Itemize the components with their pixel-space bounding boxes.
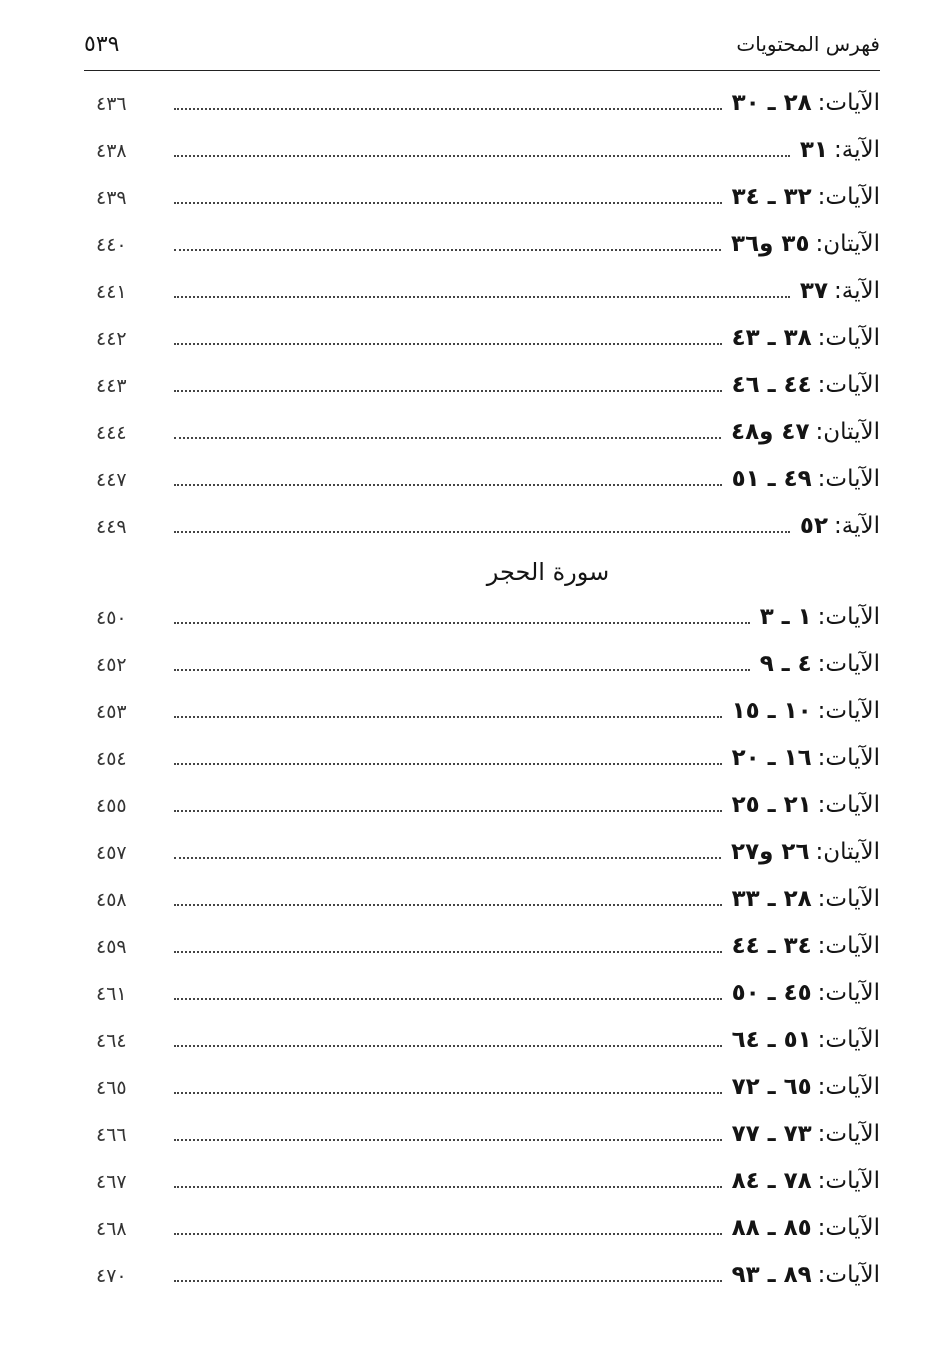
verse-range: ٦٥ ـ ٧٢: [731, 1074, 812, 1100]
verse-label: الآيات:: [817, 90, 880, 116]
verse-label: الآيات:: [817, 886, 880, 912]
entry-page-number: ٤٥٤: [96, 748, 127, 770]
toc-entry: [96, 641, 880, 688]
running-title: فهرس المحتويات: [736, 32, 880, 56]
dot-leader: [174, 622, 750, 624]
toc-entry: [96, 268, 880, 315]
verse-label: الآيات:: [817, 1215, 880, 1241]
entry-label: [722, 1252, 880, 1299]
toc-entry: [96, 782, 880, 829]
verse-range: ٢٦ و٢٧: [731, 839, 810, 865]
verse-range: ٣٤ ـ ٤٤: [731, 933, 812, 959]
page-header: [84, 30, 880, 64]
verse-range: ٧٨ ـ ٨٤: [731, 1168, 812, 1194]
entry-label: [722, 876, 880, 923]
dot-leader: [174, 437, 721, 439]
toc-entry: [96, 456, 880, 503]
entry-page-number: ٤٥٩: [96, 936, 127, 958]
entry-page-number: ٤٤٤: [96, 422, 127, 444]
entry-page-number: ٤٦١: [96, 983, 127, 1005]
verse-range: ٢٨ ـ ٣٣: [731, 886, 812, 912]
toc-entry: [96, 970, 880, 1017]
verse-range: ٤ ـ ٩: [759, 651, 812, 677]
dot-leader: [174, 249, 721, 251]
verse-range: ١٠ ـ ١٥: [731, 698, 812, 724]
verse-label: الآيات:: [817, 1027, 880, 1053]
entry-page-number: ٤٤٧: [96, 469, 127, 491]
verse-label: الآيات:: [817, 933, 880, 959]
entry-label: [721, 221, 880, 268]
verse-range: ١ ـ ٣: [759, 604, 812, 630]
toc-entry: [96, 1252, 880, 1299]
entry-label: [721, 829, 880, 876]
verse-label: الآيات:: [817, 372, 880, 398]
entry-label: [722, 735, 880, 782]
entry-page-number: ٤٣٩: [96, 187, 127, 209]
toc-entry: [96, 1064, 880, 1111]
entry-page-number: ٤٥٠: [96, 607, 127, 629]
dot-leader: [174, 390, 722, 392]
toc-entry: [96, 1205, 880, 1252]
entry-page-number: ٤٣٦: [96, 93, 127, 115]
entry-page-number: ٤٥٣: [96, 701, 127, 723]
entry-label: [722, 1017, 880, 1064]
verse-range: ٣٥ و٣٦: [731, 231, 810, 257]
entry-page-number: ٤٤٩: [96, 516, 127, 538]
entry-label: [722, 1205, 880, 1252]
entry-label: [722, 456, 880, 503]
verse-label: الآيتان:: [815, 839, 880, 865]
toc-entry: [96, 1111, 880, 1158]
verse-range: ٤٥ ـ ٥٠: [731, 980, 812, 1006]
entry-label: [722, 1158, 880, 1205]
verse-label: الآيات:: [817, 1121, 880, 1147]
dot-leader: [174, 296, 790, 298]
entry-label: [722, 315, 880, 362]
entry-page-number: ٤٥٥: [96, 795, 127, 817]
toc-group-after: [96, 594, 880, 1299]
entry-page-number: ٤٥٨: [96, 889, 127, 911]
dot-leader: [174, 484, 722, 486]
toc-entry: [96, 174, 880, 221]
verse-label: الآية:: [834, 278, 880, 304]
verse-label: الآيات:: [817, 792, 880, 818]
dot-leader: [174, 531, 790, 533]
toc-entry: [96, 876, 880, 923]
header-rule: [84, 70, 880, 71]
entry-label: [721, 409, 880, 456]
verse-range: ١٦ ـ ٢٠: [731, 745, 812, 771]
toc-group-before: [96, 80, 880, 550]
entry-label: [722, 80, 880, 127]
toc-entry: [96, 80, 880, 127]
dot-leader: [174, 1233, 722, 1235]
verse-range: ٢٨ ـ ٣٠: [731, 90, 812, 116]
toc-entry: [96, 503, 880, 550]
toc-entry: [96, 829, 880, 876]
dot-leader: [174, 904, 722, 906]
toc-entry: [96, 688, 880, 735]
entry-label: [722, 1064, 880, 1111]
dot-leader: [174, 998, 722, 1000]
dot-leader: [174, 763, 722, 765]
toc-entry: [96, 362, 880, 409]
verse-label: الآية:: [834, 137, 880, 163]
verse-label: الآيات:: [817, 1262, 880, 1288]
table-of-contents: [96, 80, 880, 1299]
toc-entry: [96, 221, 880, 268]
toc-entry: [96, 127, 880, 174]
dot-leader: [174, 155, 790, 157]
entry-page-number: ٤٦٦: [96, 1124, 127, 1146]
entry-page-number: ٤٦٤: [96, 1030, 127, 1052]
entry-page-number: ٤٤٢: [96, 328, 127, 350]
section-heading: سورة الحجر: [486, 558, 610, 586]
verse-range: ٨٩ ـ ٩٣: [731, 1262, 812, 1288]
toc-entry: [96, 1017, 880, 1064]
dot-leader: [174, 951, 722, 953]
entry-label: [790, 268, 880, 315]
verse-label: الآية:: [834, 513, 880, 539]
verse-range: ٤٤ ـ ٤٦: [731, 372, 812, 398]
entry-page-number: ٤٤١: [96, 281, 127, 303]
verse-label: الآيات:: [817, 184, 880, 210]
entry-label: [722, 923, 880, 970]
toc-entry: [96, 1158, 880, 1205]
toc-entry: [96, 315, 880, 362]
entry-label: [722, 970, 880, 1017]
verse-label: الآيات:: [817, 651, 880, 677]
dot-leader: [174, 716, 722, 718]
verse-label: الآيات:: [817, 325, 880, 351]
dot-leader: [174, 669, 750, 671]
toc-entry: [96, 735, 880, 782]
dot-leader: [174, 343, 722, 345]
entry-page-number: ٤٥٢: [96, 654, 127, 676]
verse-label: الآيتان:: [815, 231, 880, 257]
entry-page-number: ٤٣٨: [96, 140, 127, 162]
verse-label: الآيات:: [817, 604, 880, 630]
entry-label: [790, 127, 880, 174]
entry-label: [722, 174, 880, 221]
entry-label: [790, 503, 880, 550]
entry-label: [722, 782, 880, 829]
entry-page-number: ٤٥٧: [96, 842, 127, 864]
verse-range: ٧٣ ـ ٧٧: [731, 1121, 812, 1147]
toc-entry: [96, 923, 880, 970]
verse-range: ٣٧: [799, 278, 828, 304]
entry-page-number: ٤٤٣: [96, 375, 127, 397]
verse-label: الآيات:: [817, 1074, 880, 1100]
verse-range: ٨٥ ـ ٨٨: [731, 1215, 812, 1241]
verse-range: ٣٨ ـ ٤٣: [731, 325, 812, 351]
verse-label: الآيات:: [817, 745, 880, 771]
entry-page-number: ٤٧٠: [96, 1265, 127, 1287]
verse-range: ٤٧ و٤٨: [731, 419, 810, 445]
dot-leader: [174, 810, 722, 812]
verse-label: الآيتان:: [815, 419, 880, 445]
verse-label: الآيات:: [817, 1168, 880, 1194]
toc-entry: [96, 594, 880, 641]
entry-label: [722, 362, 880, 409]
dot-leader: [174, 1186, 722, 1188]
dot-leader: [174, 1280, 722, 1282]
verse-range: ٣١: [799, 137, 828, 163]
verse-range: ٢١ ـ ٢٥: [731, 792, 812, 818]
verse-label: الآيات:: [817, 466, 880, 492]
entry-label: [750, 594, 880, 641]
dot-leader: [174, 108, 722, 110]
dot-leader: [174, 857, 721, 859]
verse-range: ٣٢ ـ ٣٤: [731, 184, 812, 210]
entry-label: [722, 688, 880, 735]
entry-page-number: ٤٦٧: [96, 1171, 127, 1193]
dot-leader: [174, 1139, 722, 1141]
verse-label: الآيات:: [817, 698, 880, 724]
verse-range: ٥١ ـ ٦٤: [731, 1027, 812, 1053]
verse-label: الآيات:: [817, 980, 880, 1006]
entry-label: [722, 1111, 880, 1158]
entry-page-number: ٤٦٨: [96, 1218, 127, 1240]
entry-page-number: ٤٤٠: [96, 234, 127, 256]
page-number: ٥٣٩: [84, 32, 120, 57]
verse-range: ٥٢: [799, 513, 828, 539]
dot-leader: [174, 1045, 722, 1047]
toc-entry: [96, 409, 880, 456]
verse-range: ٤٩ ـ ٥١: [731, 466, 812, 492]
entry-page-number: ٤٦٥: [96, 1077, 127, 1099]
entry-label: [750, 641, 880, 688]
dot-leader: [174, 202, 722, 204]
dot-leader: [174, 1092, 722, 1094]
